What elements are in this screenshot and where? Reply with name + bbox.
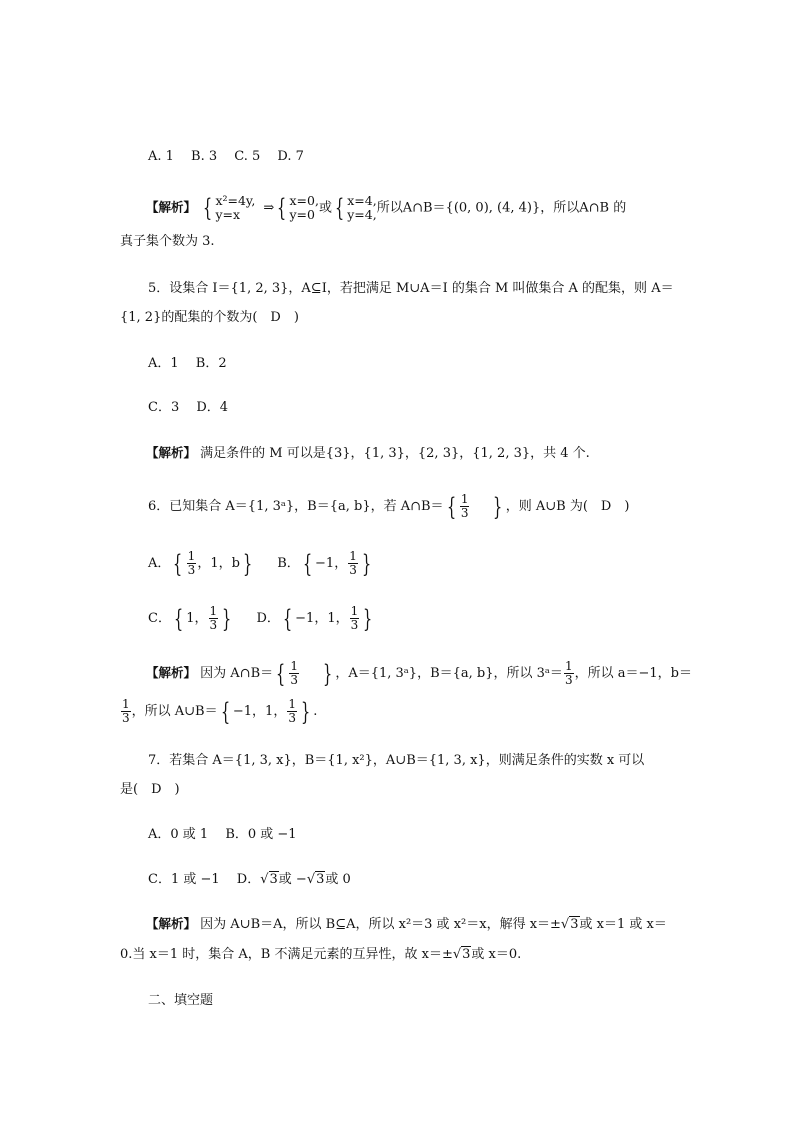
option-c-label: C．: [148, 611, 171, 626]
sqrt-three: 3: [316, 872, 325, 887]
q7-stem-line1: 7．若集合 A＝{1, 3, x}，B＝{1, x²}，A∪B＝{1, 3, x}，则满足条件的实数 x 可以: [148, 753, 645, 768]
option-a-label: A．: [148, 556, 171, 571]
q6-stem: [148, 493, 629, 520]
q5-analysis: [146, 444, 590, 463]
right-brace: }: [361, 549, 372, 578]
right-brace: }: [222, 604, 232, 633]
left-brace: {: [282, 604, 293, 633]
implies-arrow: ⇒: [263, 200, 275, 216]
analysis-tag: 【解析】: [146, 199, 197, 215]
fraction-one-third: $\frac{1}{3}$: [288, 697, 296, 725]
fraction-one-third: $\frac{1}{3}$: [122, 697, 130, 725]
or-text: 或: [318, 200, 332, 216]
q4-analysis-line2: 真子集个数为 3.: [120, 234, 215, 249]
right-brace: }: [323, 659, 333, 688]
q6-analysis-line2: [120, 698, 317, 725]
q6-analysis-mid: ，A＝{1, 3ᵃ}，B＝{a, b}，所以 3ᵃ＝: [335, 666, 563, 681]
option-d-end: 或 0: [325, 872, 351, 887]
q7-analysis-line2: 0.当 x＝1 时，集合 A，B 不满足元素的互异性，故 x＝±√3或 x＝0.: [120, 947, 522, 962]
q5-stem-line2: {1, 2}的配集的个数为( D ): [120, 310, 299, 325]
sqrt-three: 3: [269, 872, 278, 887]
fraction-one-third: $\frac{1}{3}$: [290, 659, 299, 687]
right-brace: }: [301, 697, 311, 726]
q7-analysis-line2-text: 0.当 x＝1 时，集合 A，B 不满足元素的互异性，故 x＝±: [120, 947, 453, 962]
q6-stem-tail: ，则 A∪B 为( D ): [505, 499, 630, 514]
q6-options-ab: [148, 550, 374, 577]
q6-stem-text: 6．已知集合 A＝{1, 3ᵃ}，B＝{a, b}，若 A∩B＝: [148, 499, 444, 514]
sqrt-three: 3: [462, 947, 471, 962]
option-c-text: 1，: [186, 611, 208, 626]
fraction-one-third: $\frac{1}{3}$: [209, 604, 218, 632]
q7-analysis-tail: 或 x＝1 或 x＝: [579, 917, 667, 932]
section-title-fill-in: 二、填空题: [148, 993, 214, 1008]
analysis-tag: 【解析】: [146, 665, 197, 680]
left-brace: {: [277, 194, 287, 222]
right-brace: }: [363, 604, 373, 633]
left-brace: {: [446, 492, 456, 521]
q7-options-cd-text: C．1 或 −1 D．: [148, 872, 261, 887]
left-brace: {: [203, 194, 213, 222]
q5-options-ab: A．1 B．2: [148, 356, 227, 371]
q6-options-cd: [148, 605, 376, 632]
option-d-label: D．: [256, 611, 280, 626]
left-brace: {: [220, 697, 230, 726]
fraction-one-third: $\frac{1}{3}$: [564, 659, 573, 687]
q7-analysis-line1: 【解析】 因为 A∪B＝A，所以 B⊆A，所以 x²＝3 或 x²＝x，解得 x＝±√3或 x＝1 或 x＝: [146, 916, 667, 932]
q4-analysis-text: 所以A∩B＝{(0, 0), (4, 4)}，所以A∩B 的: [376, 200, 627, 216]
q6-analysis-text: 因为 A∩B＝: [200, 666, 274, 681]
q6-analysis-line2-text: ，所以 A∪B＝: [131, 704, 218, 719]
q5-stem-line1: 5．设集合 I＝{1, 2, 3}，A⊆I，若把满足 M∪A＝I 的集合 M 叫做集合 A 的配集，则 A＝: [148, 281, 674, 296]
q7-options-cd: C．1 或 −1 D．√3或 −√3或 0: [148, 872, 351, 887]
fraction-one-third: $\frac{1}{3}$: [350, 604, 359, 632]
left-brace: {: [335, 194, 345, 222]
q7-analysis-text: 因为 A∪B＝A，所以 B⊆A，所以 x²＝3 或 x²＝x，解得 x＝±: [200, 917, 561, 932]
q4-analysis-line1: [146, 194, 626, 222]
q5-options-cd: C．3 D．4: [148, 400, 229, 415]
fraction-one-third: $\frac{1}{3}$: [349, 549, 357, 577]
q4-options: A. 1 B. 3 C. 5 D. 7: [148, 149, 304, 164]
option-b-text: −1，: [315, 556, 348, 571]
analysis-tag: 【解析】: [146, 916, 197, 931]
q6-analysis-mid2: ，所以 a＝−1，b＝: [574, 666, 692, 681]
q6-analysis-line1: [146, 660, 692, 687]
left-brace: {: [174, 604, 184, 633]
option-a-text: ，1，b: [197, 556, 240, 571]
right-brace: }: [242, 549, 253, 578]
equation-system-1: x²=4y, y=x: [215, 193, 256, 222]
period: .: [313, 704, 318, 719]
q7-options-ab: A．0 或 1 B．0 或 −1: [148, 827, 297, 842]
option-d-text: −1，1，: [295, 611, 349, 626]
left-brace: {: [173, 549, 183, 578]
left-brace: {: [302, 549, 312, 578]
sqrt-three: 3: [570, 917, 579, 932]
equation-system-2: x=0, y=0: [289, 193, 319, 222]
fraction-one-third: $\frac{1}{3}$: [187, 549, 196, 577]
left-brace: {: [276, 659, 286, 688]
fraction-one-third: $\frac{1}{3}$: [460, 492, 469, 520]
analysis-tag: 【解析】: [146, 445, 197, 460]
or-minus: 或 −: [278, 872, 307, 887]
q7-analysis-line2-tail: 或 x＝0.: [471, 947, 522, 962]
q6-analysis-line2-set: −1，1，: [232, 704, 287, 719]
equation-system-3: x=4, y=4,: [347, 193, 377, 222]
right-brace: }: [493, 492, 503, 521]
option-b-label: B．: [277, 556, 300, 571]
q5-analysis-text: 满足条件的 M 可以是{3}，{1, 3}，{2, 3}，{1, 2, 3}，共 4 个.: [200, 446, 590, 461]
q7-stem-line2: 是( D ): [120, 782, 180, 797]
